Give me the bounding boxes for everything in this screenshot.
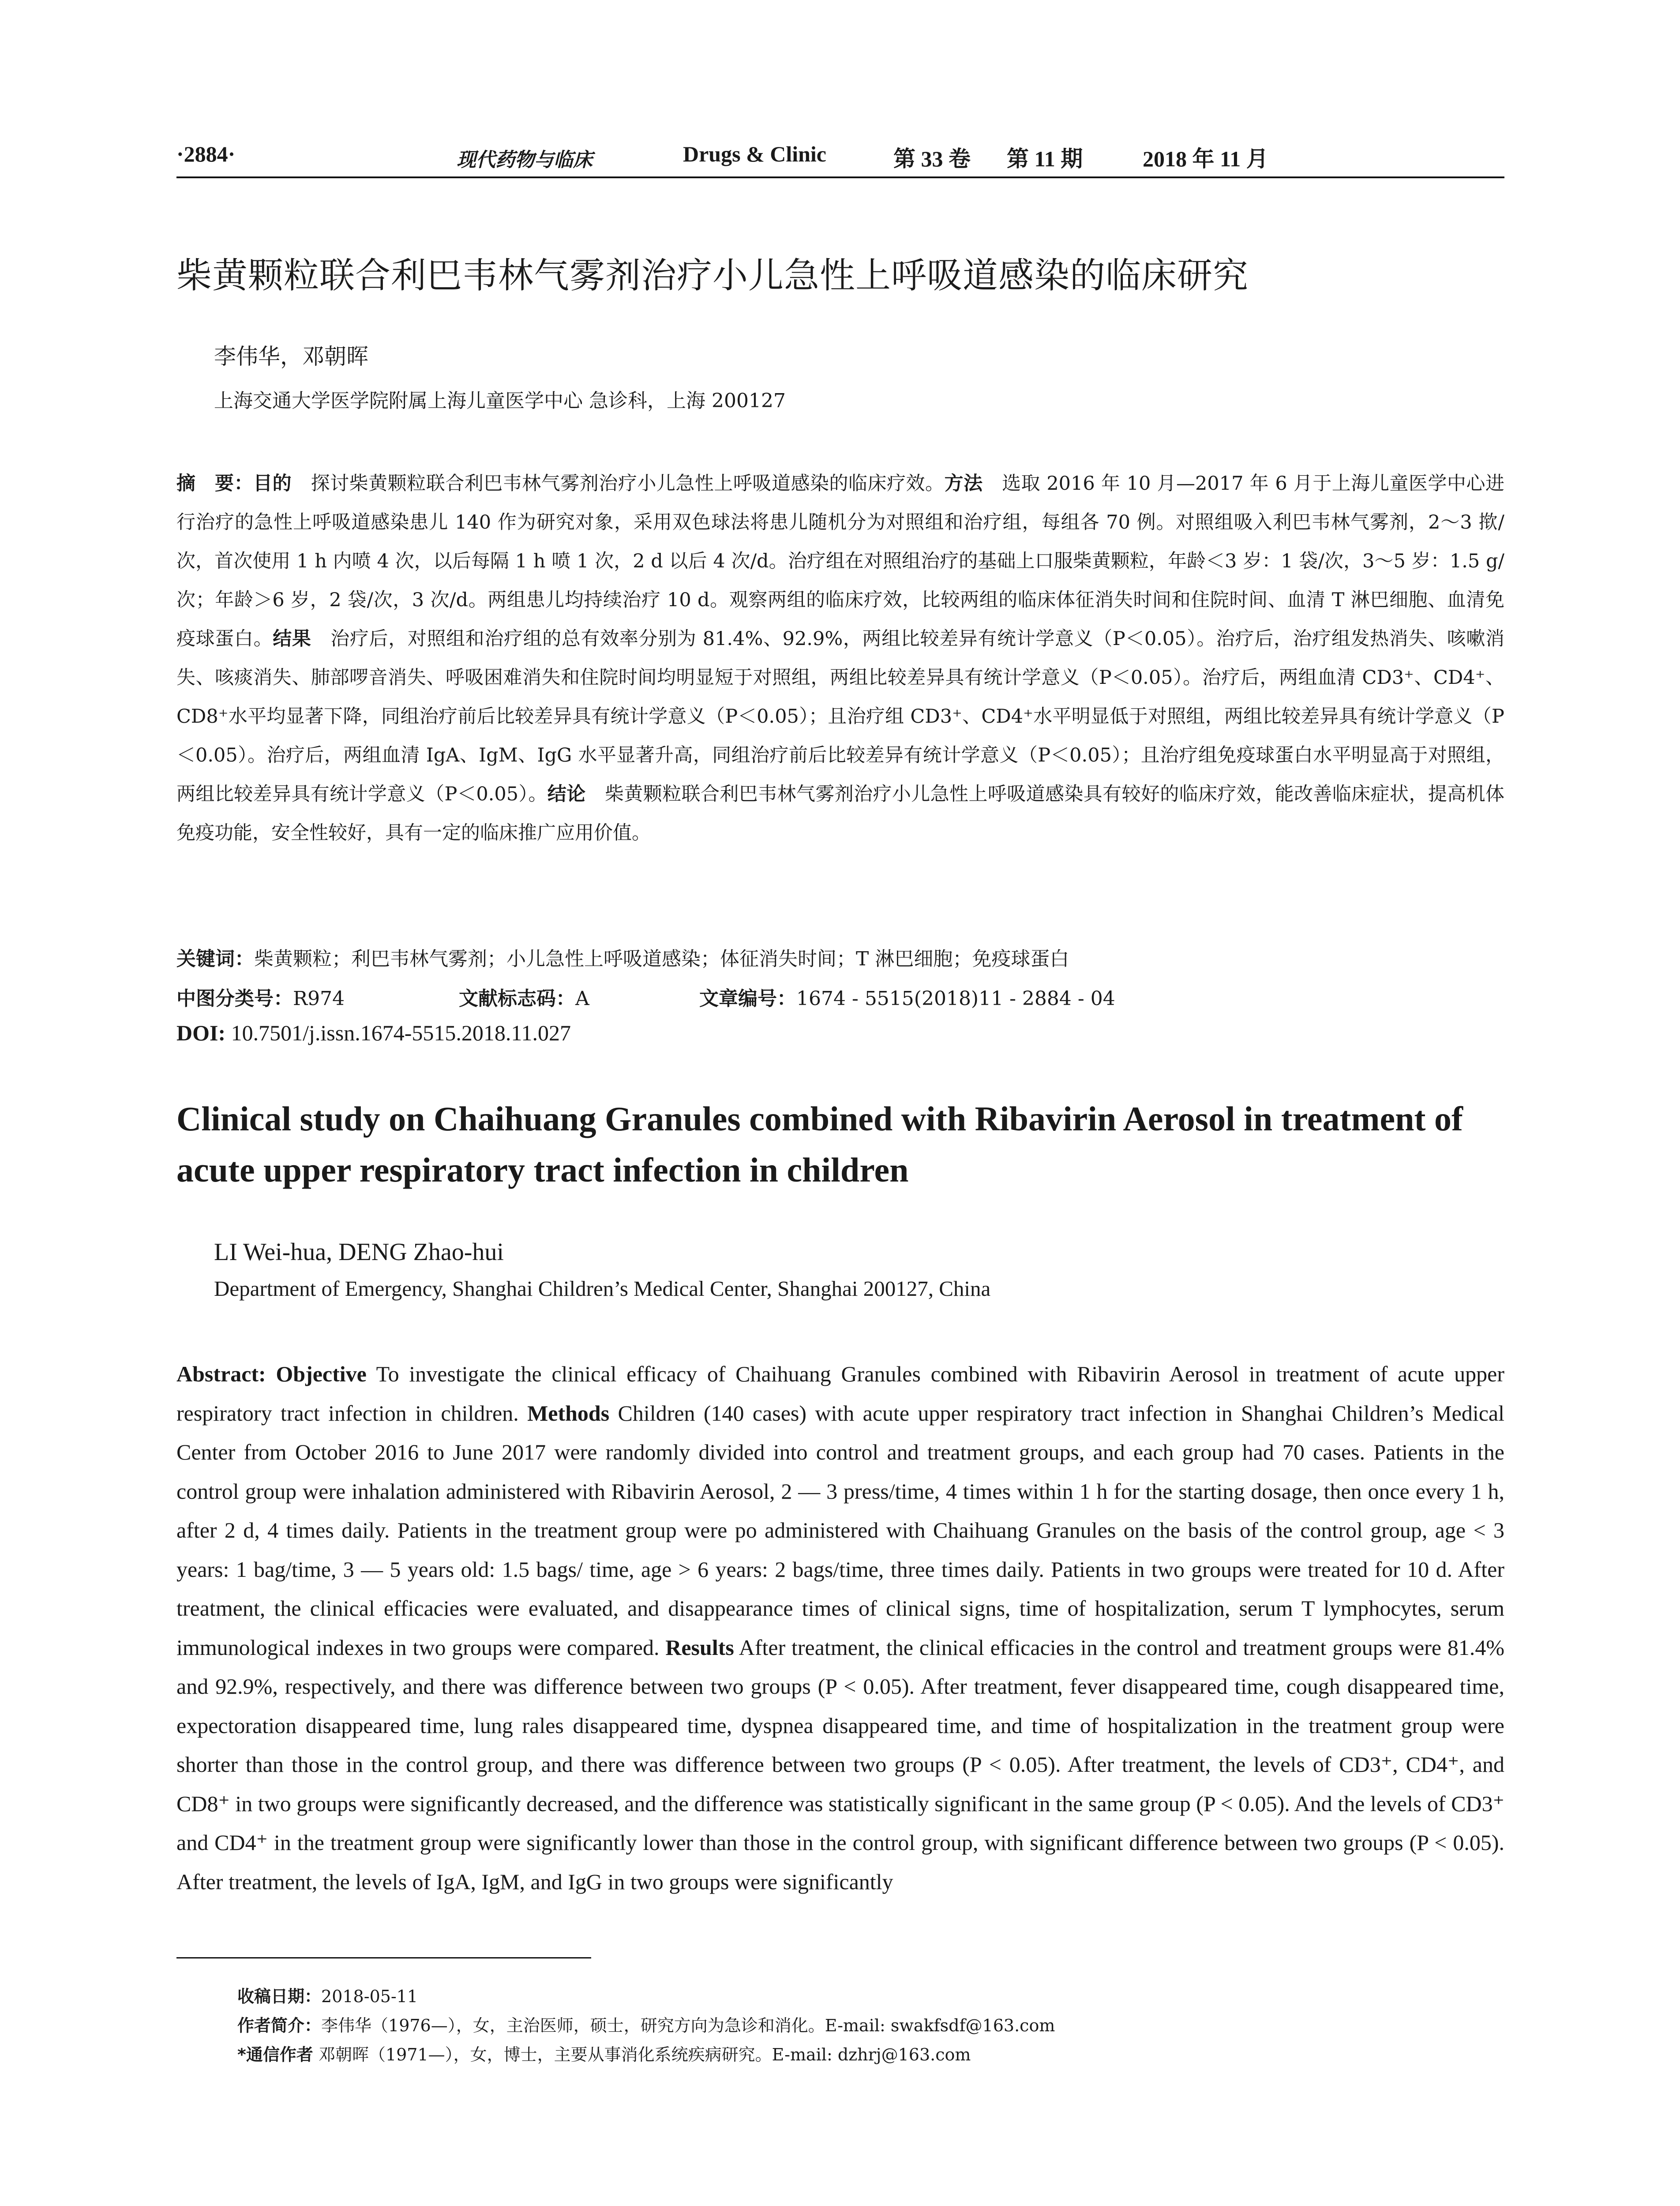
clc-number [176,983,345,1011]
methods-cn: 选取 2016 年 10 月—2017 年 6 月于上海儿童医学中心进行治疗的急性上呼吸道感染患儿 140 作为研究对象，采用双色球法将患儿随机分为对照组和治疗组，每组各 70 例。对照组吸入利巴韦林气雾剂，2～3 揿/次，首次使用 1 h 内喷 4 次，以后每隔 1 h 喷 1 次，2 d 以后 4 次/d。治疗组在对照组治疗的基础上口服柴黄颗粒，年龄＜3 岁：1 袋/次，3～5 岁：1.5 g/次；年龄＞6 岁，2 袋/次，3 次/d。两组患儿均持续治疗 10 d。观察两组的临床疗效，比较两组的临床体征消失时间和住院时间、血清 T 淋巴细胞、血清免疫球蛋白。 [176,473,1505,650]
corresponding-author: 邓朝晖（1971—），女，博士，主要从事消化系统疾病研究。E-mail: dzhrj@163.com [313,2045,971,2064]
results-en: After treatment, the clinical efficacies in the control and treatment groups were 81.4% and 92.9%, respectively, and there was difference between two groups (P < 0.05). After treatment, fever disappeared time, cough disappeared time, expectoration disappeared time, lung rales disappeared time, dyspnea disappeared time, and time of hospitalization in the treatment group were shorter than those in the control group, and there was difference between two groups (P < 0.05). After treatment, the levels of CD3⁺, CD4⁺, and CD8⁺ in two groups were significantly decreased, and the difference was statistically significant in the same group (P < 0.05). And the levels of CD3⁺ and CD4⁺ in the treatment group were significantly lower than those in the control group, with significant difference between two groups (P < 0.05). After treatment, the levels of IgA, IgM, and IgG in two groups were significantly [176,1635,1504,1894]
objective-cn: 探讨柴黄颗粒联合利巴韦林气雾剂治疗小儿急性上呼吸道感染的临床疗效。 [292,473,945,495]
abstract-en-label: Abstract: Objective [176,1362,367,1386]
clc-value: R974 [293,987,345,1010]
clc-label: 中图分类号： [176,987,293,1010]
article-number [699,983,1115,1011]
corresponding-label: *通信作者 [237,2045,313,2064]
abstract-cn [176,464,1504,852]
journal-name-en: Drugs & Clinic [683,142,826,166]
doi [176,1020,571,1046]
keywords [176,943,1069,971]
title-en: Clinical study on Chaihuang Granules combined with Ribavirin Aerosol in treatment of acute upper respiratory tract infection in children [176,1099,1463,1189]
results-cn: 治疗后，对照组和治疗组的总有效率分别为 81.4%、92.9%，两组比较差异有统计学意义（P＜0.05）。治疗后，治疗组发热消失、咳嗽消失、咳痰消失、肺部啰音消失、呼吸困难消失和住院时间均明显短于对照组，两组比较差异具有统计学意义（P＜0.05）。治疗后，两组血清 CD3⁺、CD4⁺、CD8⁺水平均显著下降，同组治疗前后比较差异具有统计学意义（P＜0.05）；且治疗组 CD3⁺、CD4⁺水平明显低于对照组，两组比较差异具有统计学意义（P＜0.05）。治疗后，两组血清 IgA、IgM、IgG 水平显著升高，同组治疗前后比较差异有统计学意义（P＜0.05）；且治疗组免疫球蛋白水平明显高于对照组，两组比较差异具有统计学意义（P＜0.05）。 [176,628,1505,805]
page-number: ·2884· [176,142,236,166]
abstract-cn-label: 摘 要： [176,473,254,495]
authors-cn: 李伟华，邓朝晖 [214,344,368,369]
keywords-label: 关键词： [176,948,254,970]
author-bio-label: 作者简介： [237,2016,322,2035]
conclusion-cn: 柴黄颗粒联合利巴韦林气雾剂治疗小儿急性上呼吸道感染具有较好的临床疗效，能改善临床症状，提高机体免疫功能，安全性较好，具有一定的临床推广应用价值。 [176,783,1505,844]
title-cn: 柴黄颗粒联合利巴韦林气雾剂治疗小儿急性上呼吸道感染的临床研究 [176,255,1249,296]
objective-en: To investigate the clinical efficacy of Chaihuang Granules combined with Ribavirin Aerosol in treatment of acute upper respiratory tract infection in children. [176,1362,1504,1426]
journal-name-cn: 现代药物与临床 [457,149,592,171]
doi-value[interactable]: 10.7501/j.issn.1674-5515.2018.11.027 [225,1020,571,1045]
results-en-label: Results [665,1635,734,1660]
footnote-rule [176,1957,591,1958]
doc-code-label: 文献标志码： [459,987,575,1010]
results-cn-label: 结果 [273,628,311,650]
footnote-author [237,2012,1055,2036]
doi-label: DOI: [176,1020,226,1045]
received-date: 2018-05-11 [321,1987,418,2006]
objective-cn-label: 目的 [253,473,292,495]
publication-date: 2018 年 11 月 [1143,146,1268,171]
affiliation-cn: 上海交通大学医学院附属上海儿童医学中心 急诊科，上海 200127 [214,390,786,412]
authors-en: LI Wei-hua, DENG Zhao-hui [214,1238,504,1266]
keywords-text: 柴黄颗粒；利巴韦林气雾剂；小儿急性上呼吸道感染；体征消失时间；T 淋巴细胞；免疫球蛋白 [254,948,1069,970]
footnote-corresponding [237,2041,971,2065]
volume: 第 33 卷 [893,146,971,171]
affiliation-en: Department of Emergency, Shanghai Children’s Medical Center, Shanghai 200127, China [214,1276,991,1301]
footnote-received [237,1983,418,2007]
author-bio: 李伟华（1976—），女，主治医师，硕士，研究方向为急诊和消化。E-mail: swakfsdf@163.com [321,2016,1055,2035]
conclusion-cn-label: 结论 [547,783,586,805]
methods-en: Children (140 cases) with acute upper respiratory tract infection in Shanghai Children’s Medical Center from October 2016 to June 2017 were randomly divided into control and treatment groups, and each group had 70 cases. Patients in the control group were inhalation administered with Ribavirin Aerosol, 2 — 3 press/time, 4 times within 1 h for the starting dosage, then once every 1 h, after 2 d, 4 times daily. Patients in the treatment group were po administered with Chaihuang Granules on the basis of the control group, age < 3 years: 1 bag/time, 3 — 5 years old: 1.5 bags/ time, age > 6 years: 2 bags/time, three times daily. Patients in two groups were treated for 10 d. After treatment, the clinical efficacies were evaluated, and disappearance times of clinical signs, time of hospitalization, serum T lymphocytes, serum immunological indexes in two groups were compared. [176,1400,1504,1660]
abstract-en [176,1354,1504,1901]
article-no-label: 文章编号： [699,987,796,1010]
methods-cn-label: 方法 [944,473,983,495]
doc-code-value: A [575,987,589,1010]
issue: 第 11 期 [1007,146,1083,171]
received-label: 收稿日期： [237,1987,322,2006]
article-no-value: 1674 - 5515(2018)11 - 2884 - 04 [796,987,1115,1010]
header-rule [176,176,1504,178]
methods-en-label: Methods [527,1400,610,1426]
document-code [459,983,589,1011]
